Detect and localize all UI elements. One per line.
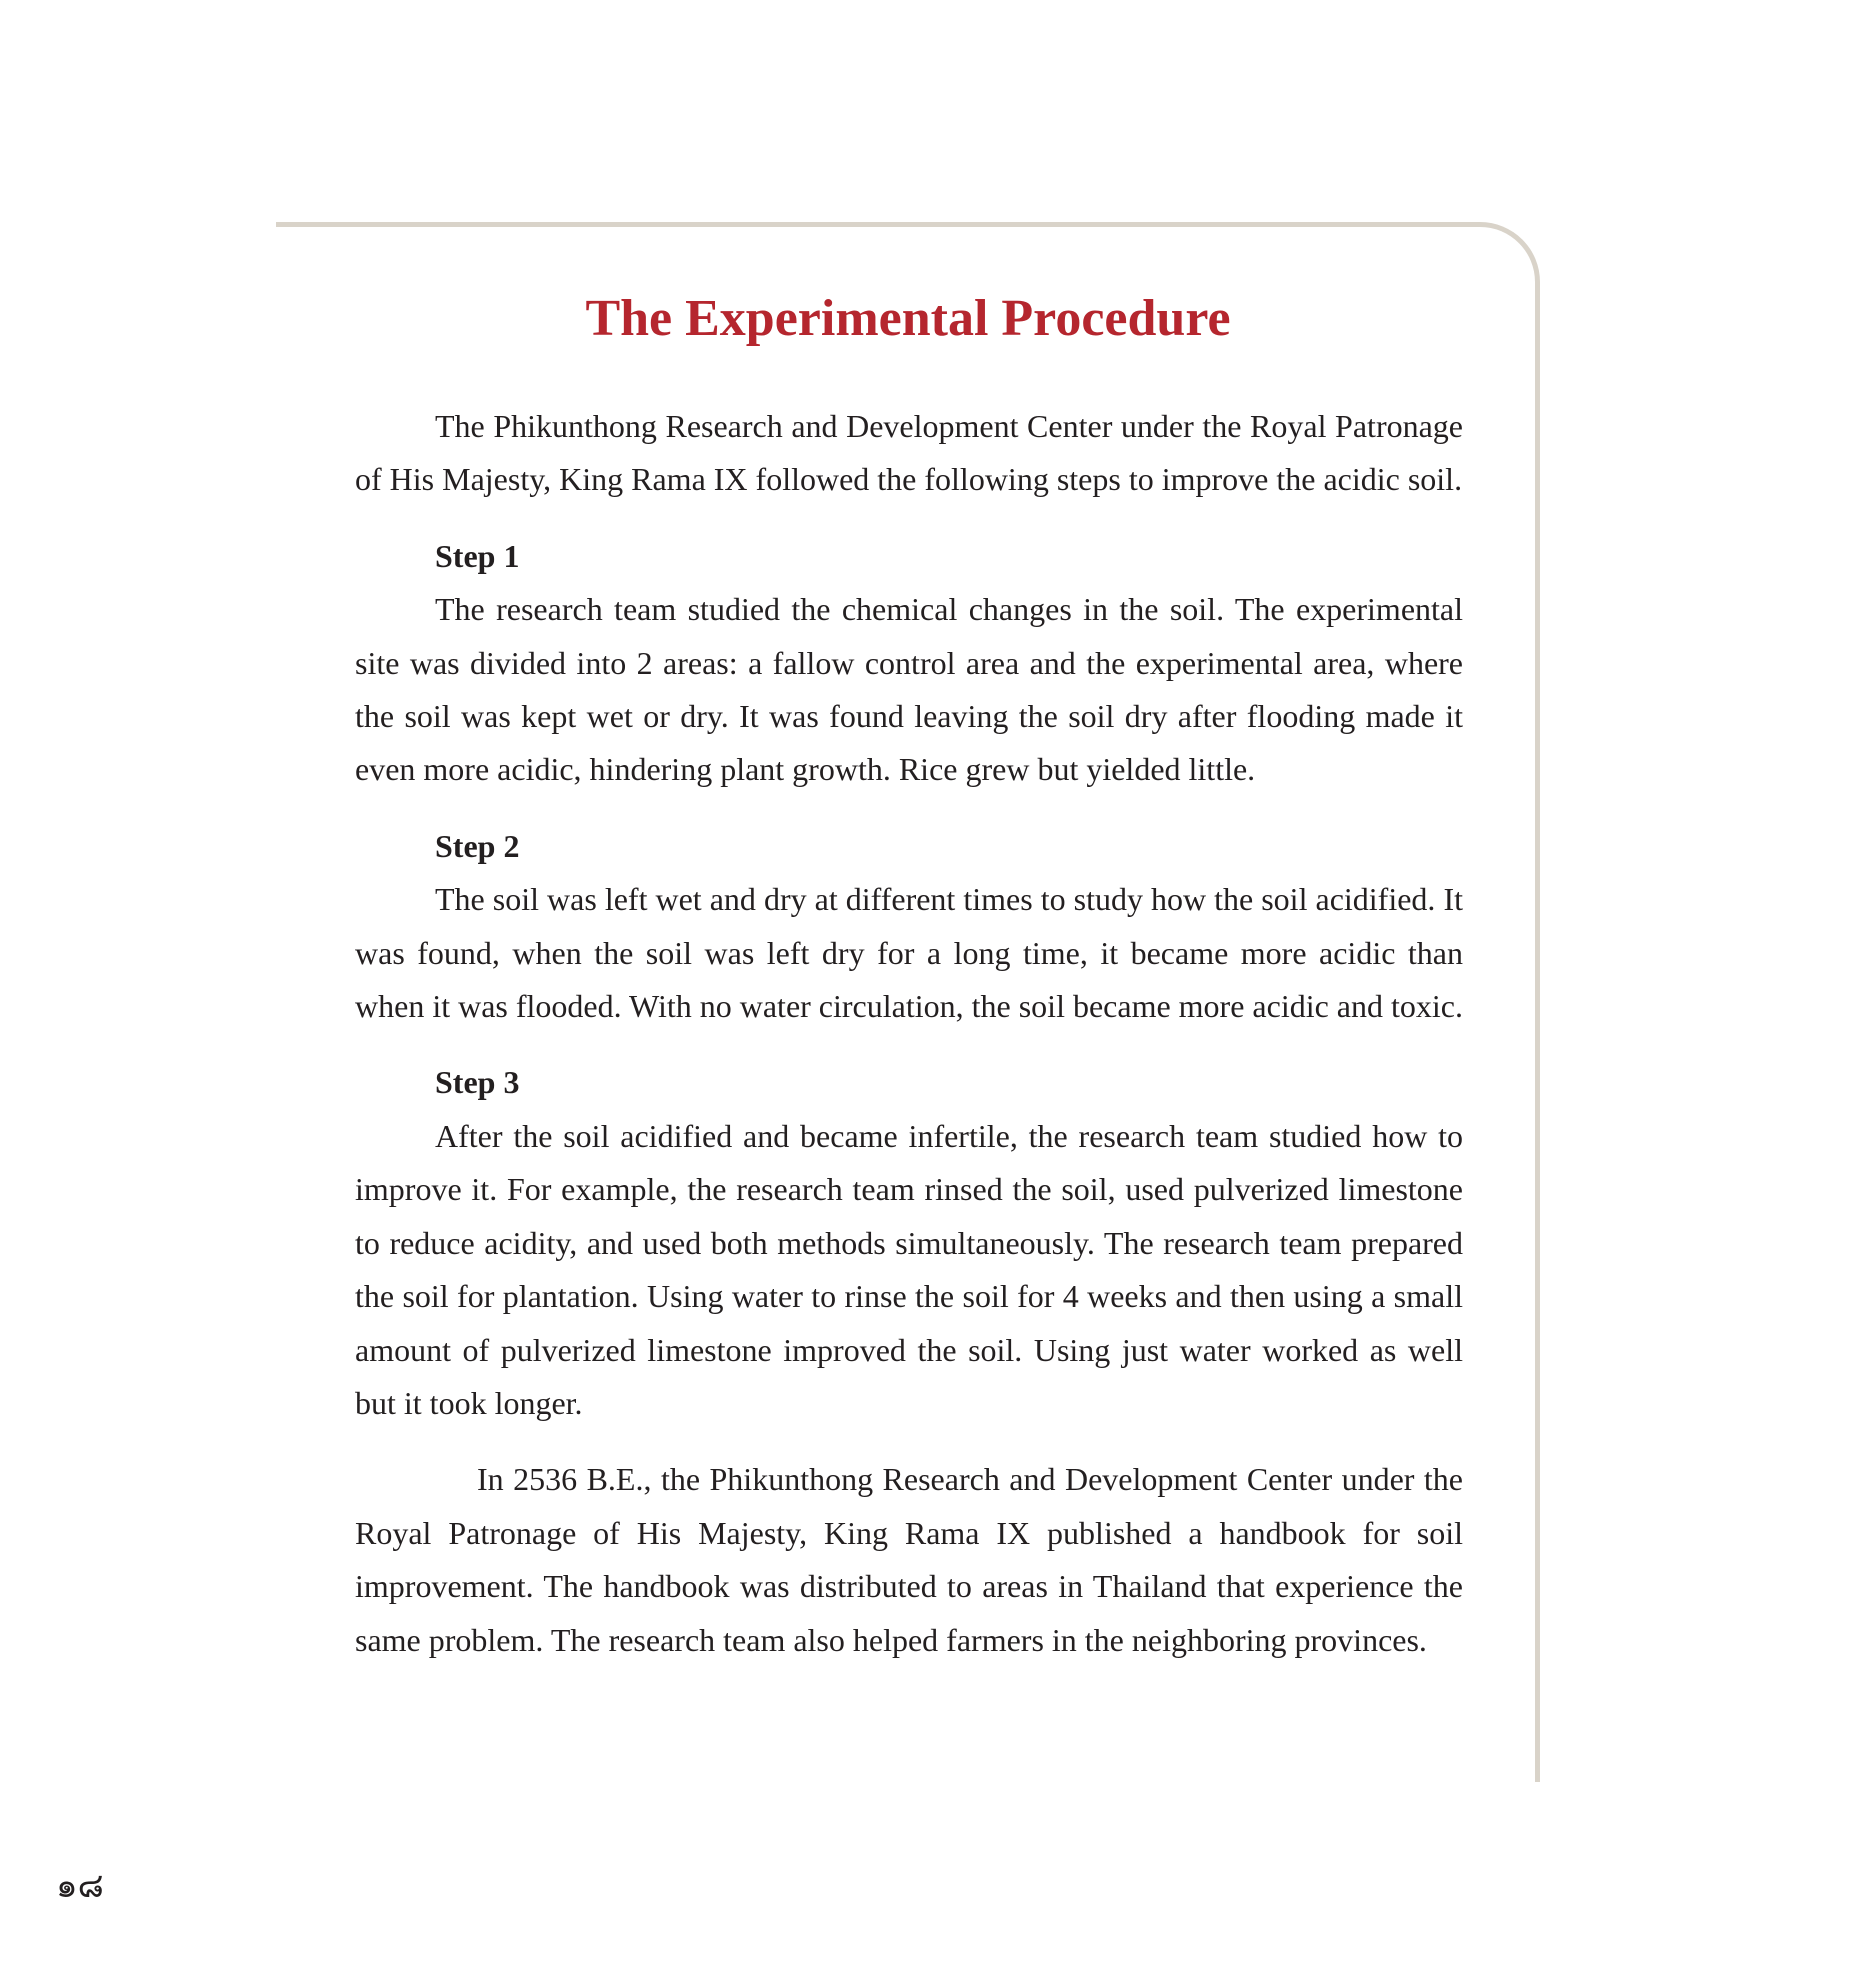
step-3-paragraph: After the soil acidified and became infertile, the research team studied how to improve it. For example, the research team rinsed the soil, used pulverized limestone to reduce acidity, and used both methods simultaneously. The research team prepared the soil for plantation. Using water to rinse the soil for 4 weeks and then using a small amount of pulverized limestone improved the soil. Using just water worked as well but it took longer. (355, 1117, 1463, 1421)
page-number: ๑๘ (56, 1866, 104, 1906)
step-3-label: Step 3 (435, 1064, 520, 1101)
closing-paragraph: In 2536 B.E., the Phikunthong Research and Development Center under the Royal Patronage of His Majesty, King Rama IX published a handbook for soil improvement. The handbook was distributed to areas in Thailand that experience the same problem. The research team also helped farmers in the neighboring provinces. (355, 1461, 1463, 1658)
step-2-paragraph: The soil was left wet and dry at different times to study how the soil acidified. It was found, when the soil was left dry for a long time, it became more acidic than when it was flooded. With no water circulation, the soil became more acidic and toxic. (355, 881, 1463, 1025)
main-content (355, 400, 1463, 1667)
step-2-label: Step 2 (435, 827, 520, 864)
intro-paragraph: The Phikunthong Research and Development Center under the Royal Patronage of His Majesty, King Rama IX followed the following steps to improve the acidic soil. (355, 408, 1463, 498)
step-1-label: Step 1 (435, 537, 520, 574)
step-1-paragraph: The research team studied the chemical changes in the soil. The experimental site was divided into 2 areas: a fallow control area and the experimental area, where the soil was kept wet or dry. It was found leaving the soil dry after flooding made it even more acidic, hindering plant growth. Rice grew but yielded little. (355, 591, 1463, 788)
page-title: The Experimental Procedure (585, 290, 1231, 347)
